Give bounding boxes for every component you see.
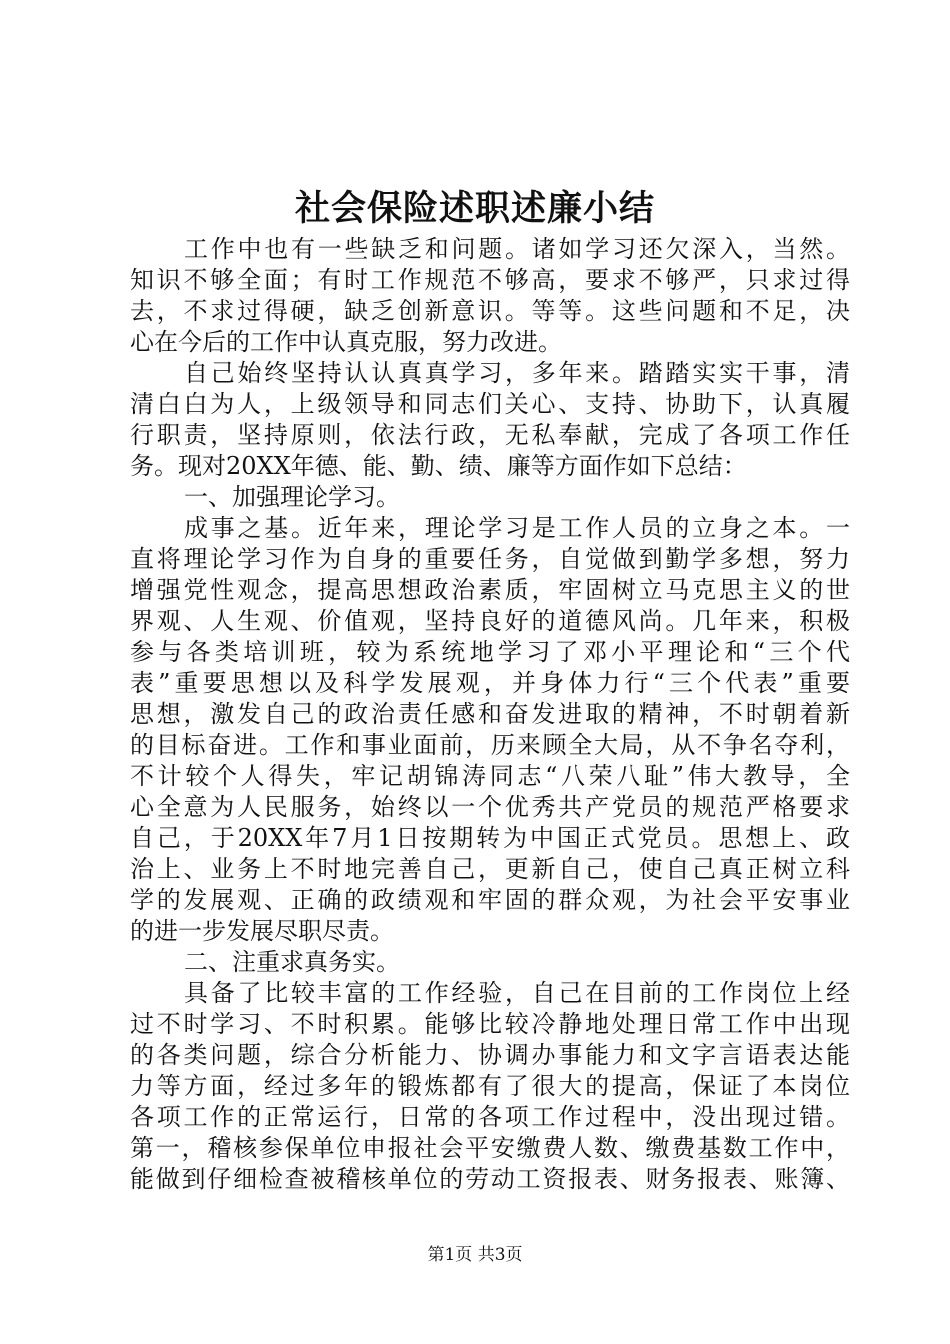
text-line: 清白白为人，上级领导和同志们关心、支持、协助下，认真履	[130, 390, 850, 418]
text-line: 不计较个人得失，牢记胡锦涛同志“八荣八耻”伟大教导，全	[130, 762, 850, 790]
text-line: 参与各类培训班，较为系统地学习了邓小平理论和“三个代	[130, 638, 850, 666]
section-heading: 一、加强理论学习。	[184, 483, 400, 511]
text-line: 表”重要思想以及科学发展观，并身体力行“三个代表”重要	[130, 669, 850, 697]
text-line: 的各类问题，综合分析能力、协调办事能力和文字言语表达能	[130, 1041, 850, 1069]
text-line: 学的发展观、正确的政绩观和牢固的群众观，为社会平安事业	[130, 886, 850, 914]
text-line: 具备了比较丰富的工作经验，自己在目前的工作岗位上经	[184, 979, 850, 1007]
text-line: 自己，于20XX年7月1日按期转为中国正式党员。思想上、政	[130, 824, 850, 852]
text-line: 成事之基。近年来，理论学习是工作人员的立身之本。一	[184, 514, 850, 542]
text-line: 知识不够全面；有时工作规范不够高，要求不够严，只求过得	[130, 266, 850, 294]
text-line: 增强党性观念，提高思想政治素质，牢固树立马克思主义的世	[130, 576, 850, 604]
text-line: 过不时学习、不时积累。能够比较冷静地处理日常工作中出现	[130, 1010, 850, 1038]
text-line: 自己始终坚持认认真真学习，多年来。踏踏实实干事，清	[184, 359, 850, 387]
text-line: 的目标奋进。工作和事业面前，历来顾全大局，从不争名夺利，	[130, 731, 850, 759]
text-line: 治上、业务上不时地完善自己，更新自己，使自己真正树立科	[130, 855, 850, 883]
text-line: 直将理论学习作为自身的重要任务，自觉做到勤学多想，努力	[130, 545, 850, 573]
text-line: 工作中也有一些缺乏和问题。诸如学习还欠深入，当然。	[184, 235, 850, 263]
text-line: 各项工作的正常运行，日常的各项工作过程中，没出现过错。	[130, 1103, 850, 1131]
text-line: 第一，稽核参保单位申报社会平安缴费人数、缴费基数工作中，	[130, 1134, 850, 1162]
text-line: 思想，激发自己的政治责任感和奋发进取的精神，不时朝着新	[130, 700, 850, 728]
text-line: 去，不求过得硬，缺乏创新意识。等等。这些问题和不足，决	[130, 297, 850, 325]
text-line: 能做到仔细检查被稽核单位的劳动工资报表、财务报表、账簿、	[130, 1165, 850, 1193]
text-line: 心全意为人民服务，始终以一个优秀共产党员的规范严格要求	[130, 793, 850, 821]
page-number: 第1页 共3页	[427, 1245, 523, 1265]
text-line: 务。现对20XX年德、能、勤、绩、廉等方面作如下总结：	[130, 452, 747, 480]
page-title: 社会保险述职述廉小结	[294, 189, 655, 229]
text-line: 心在今后的工作中认真克服，努力改进。	[130, 328, 562, 356]
text-line: 的进一步发展尽职尽责。	[130, 917, 394, 945]
text-line: 行职责，坚持原则，依法行政，无私奉献，完成了各项工作任	[130, 421, 850, 449]
section-heading: 二、注重求真务实。	[184, 948, 400, 976]
text-line: 界观、人生观、价值观，坚持良好的道德风尚。几年来，积极	[130, 607, 850, 635]
text-line: 力等方面，经过多年的锻炼都有了很大的提高，保证了本岗位	[130, 1072, 850, 1100]
